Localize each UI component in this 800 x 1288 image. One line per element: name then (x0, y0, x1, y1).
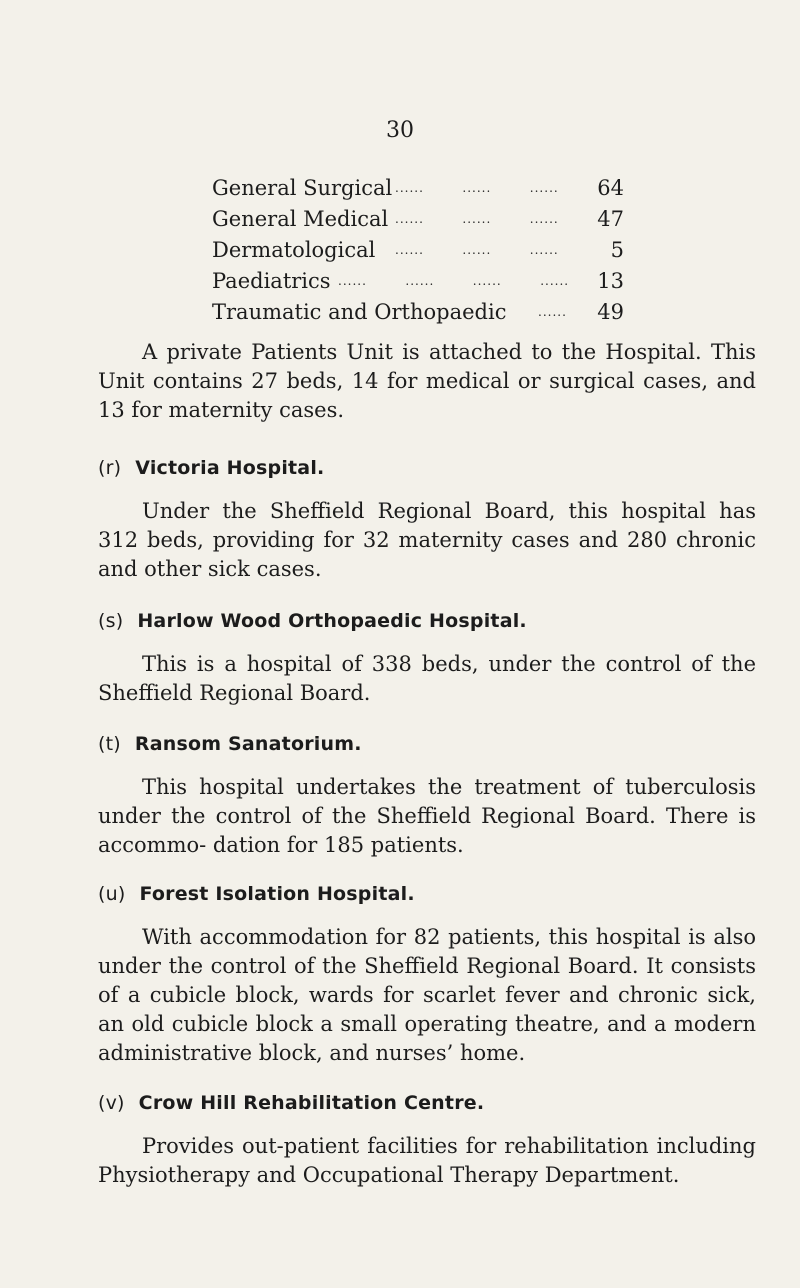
row-label: Paediatrics (212, 269, 331, 293)
leader-dots: ...... ...... ...... (395, 243, 559, 257)
row-label: General Medical (212, 207, 389, 231)
section-body-forest (98, 923, 756, 1068)
section-letter: (s) (98, 610, 124, 632)
page-number: 30 (386, 118, 414, 143)
section-body-ransom (98, 773, 756, 860)
row-value: 49 (597, 300, 624, 324)
section-heading-forest (98, 883, 415, 905)
table-row (212, 297, 652, 328)
row-label: Dermatological (212, 238, 376, 262)
private-unit-paragraph (98, 338, 756, 425)
section-heading-victoria (98, 457, 324, 479)
leader-dots: ...... ...... ...... (395, 181, 559, 195)
row-label: Traumatic and Orthopaedic (212, 300, 507, 324)
table-row (212, 173, 652, 204)
row-value: 13 (597, 269, 624, 293)
section-letter: (u) (98, 883, 126, 905)
row-value: 5 (610, 238, 624, 262)
paragraph-text: This is a hospital of 338 beds, under the control of the Sheffield Regional Board. (98, 652, 756, 705)
section-title: Forest Isolation Hospital. (139, 883, 415, 905)
table-row (212, 204, 652, 235)
row-value: 64 (597, 176, 624, 200)
section-body-victoria (98, 497, 756, 584)
section-letter: (v) (98, 1092, 125, 1114)
row-label: General Surgical (212, 176, 393, 200)
section-title: Victoria Hospital. (135, 457, 325, 479)
paragraph-text: This hospital undertakes the treatment of tuberculosis under the control of the Sheffield Regional Board. There is accommo- dation for 185 patients. (98, 775, 756, 857)
section-heading-harlow-wood (98, 610, 527, 632)
row-value: 47 (597, 207, 624, 231)
paragraph-text: A private Patients Unit is attached to the Hospital. This Unit contains 27 beds, 14 for medical or surgical cases, and 13 for maternity cases. (98, 340, 756, 422)
section-body-harlow-wood (98, 650, 756, 708)
table-row (212, 266, 652, 297)
bed-allocation-table (212, 173, 652, 328)
section-letter: (t) (98, 733, 121, 755)
section-body-crow-hill (98, 1132, 756, 1190)
section-title: Ransom Sanatorium. (134, 733, 362, 755)
paragraph-text: Provides out-patient facilities for rehabilitation including Physiotherapy and Occupational Therapy Department. (98, 1134, 756, 1187)
section-title: Harlow Wood Orthopaedic Hospital. (137, 610, 527, 632)
section-letter: (r) (98, 457, 122, 479)
leader-dots: ...... (538, 305, 567, 319)
section-heading-crow-hill (98, 1092, 484, 1114)
table-row (212, 235, 652, 266)
paragraph-text: With accommodation for 82 patients, this hospital is also under the control of the Sheffield Regional Board. It consists of a cubicle block, wards for scarlet fever and chronic sick, an old cubicle block a small operating theatre, and a modern administrative block, and nurses’ home. (98, 925, 756, 1065)
leader-dots: ...... ...... ...... (395, 212, 559, 226)
section-title: Crow Hill Rehabilitation Centre. (138, 1092, 485, 1114)
section-heading-ransom (98, 733, 362, 755)
paragraph-text: Under the Sheffield Regional Board, this hospital has 312 beds, providing for 32 maternity cases and 280 chronic and other sick cases. (98, 499, 756, 581)
leader-dots: ...... ...... ...... ...... (338, 274, 570, 288)
